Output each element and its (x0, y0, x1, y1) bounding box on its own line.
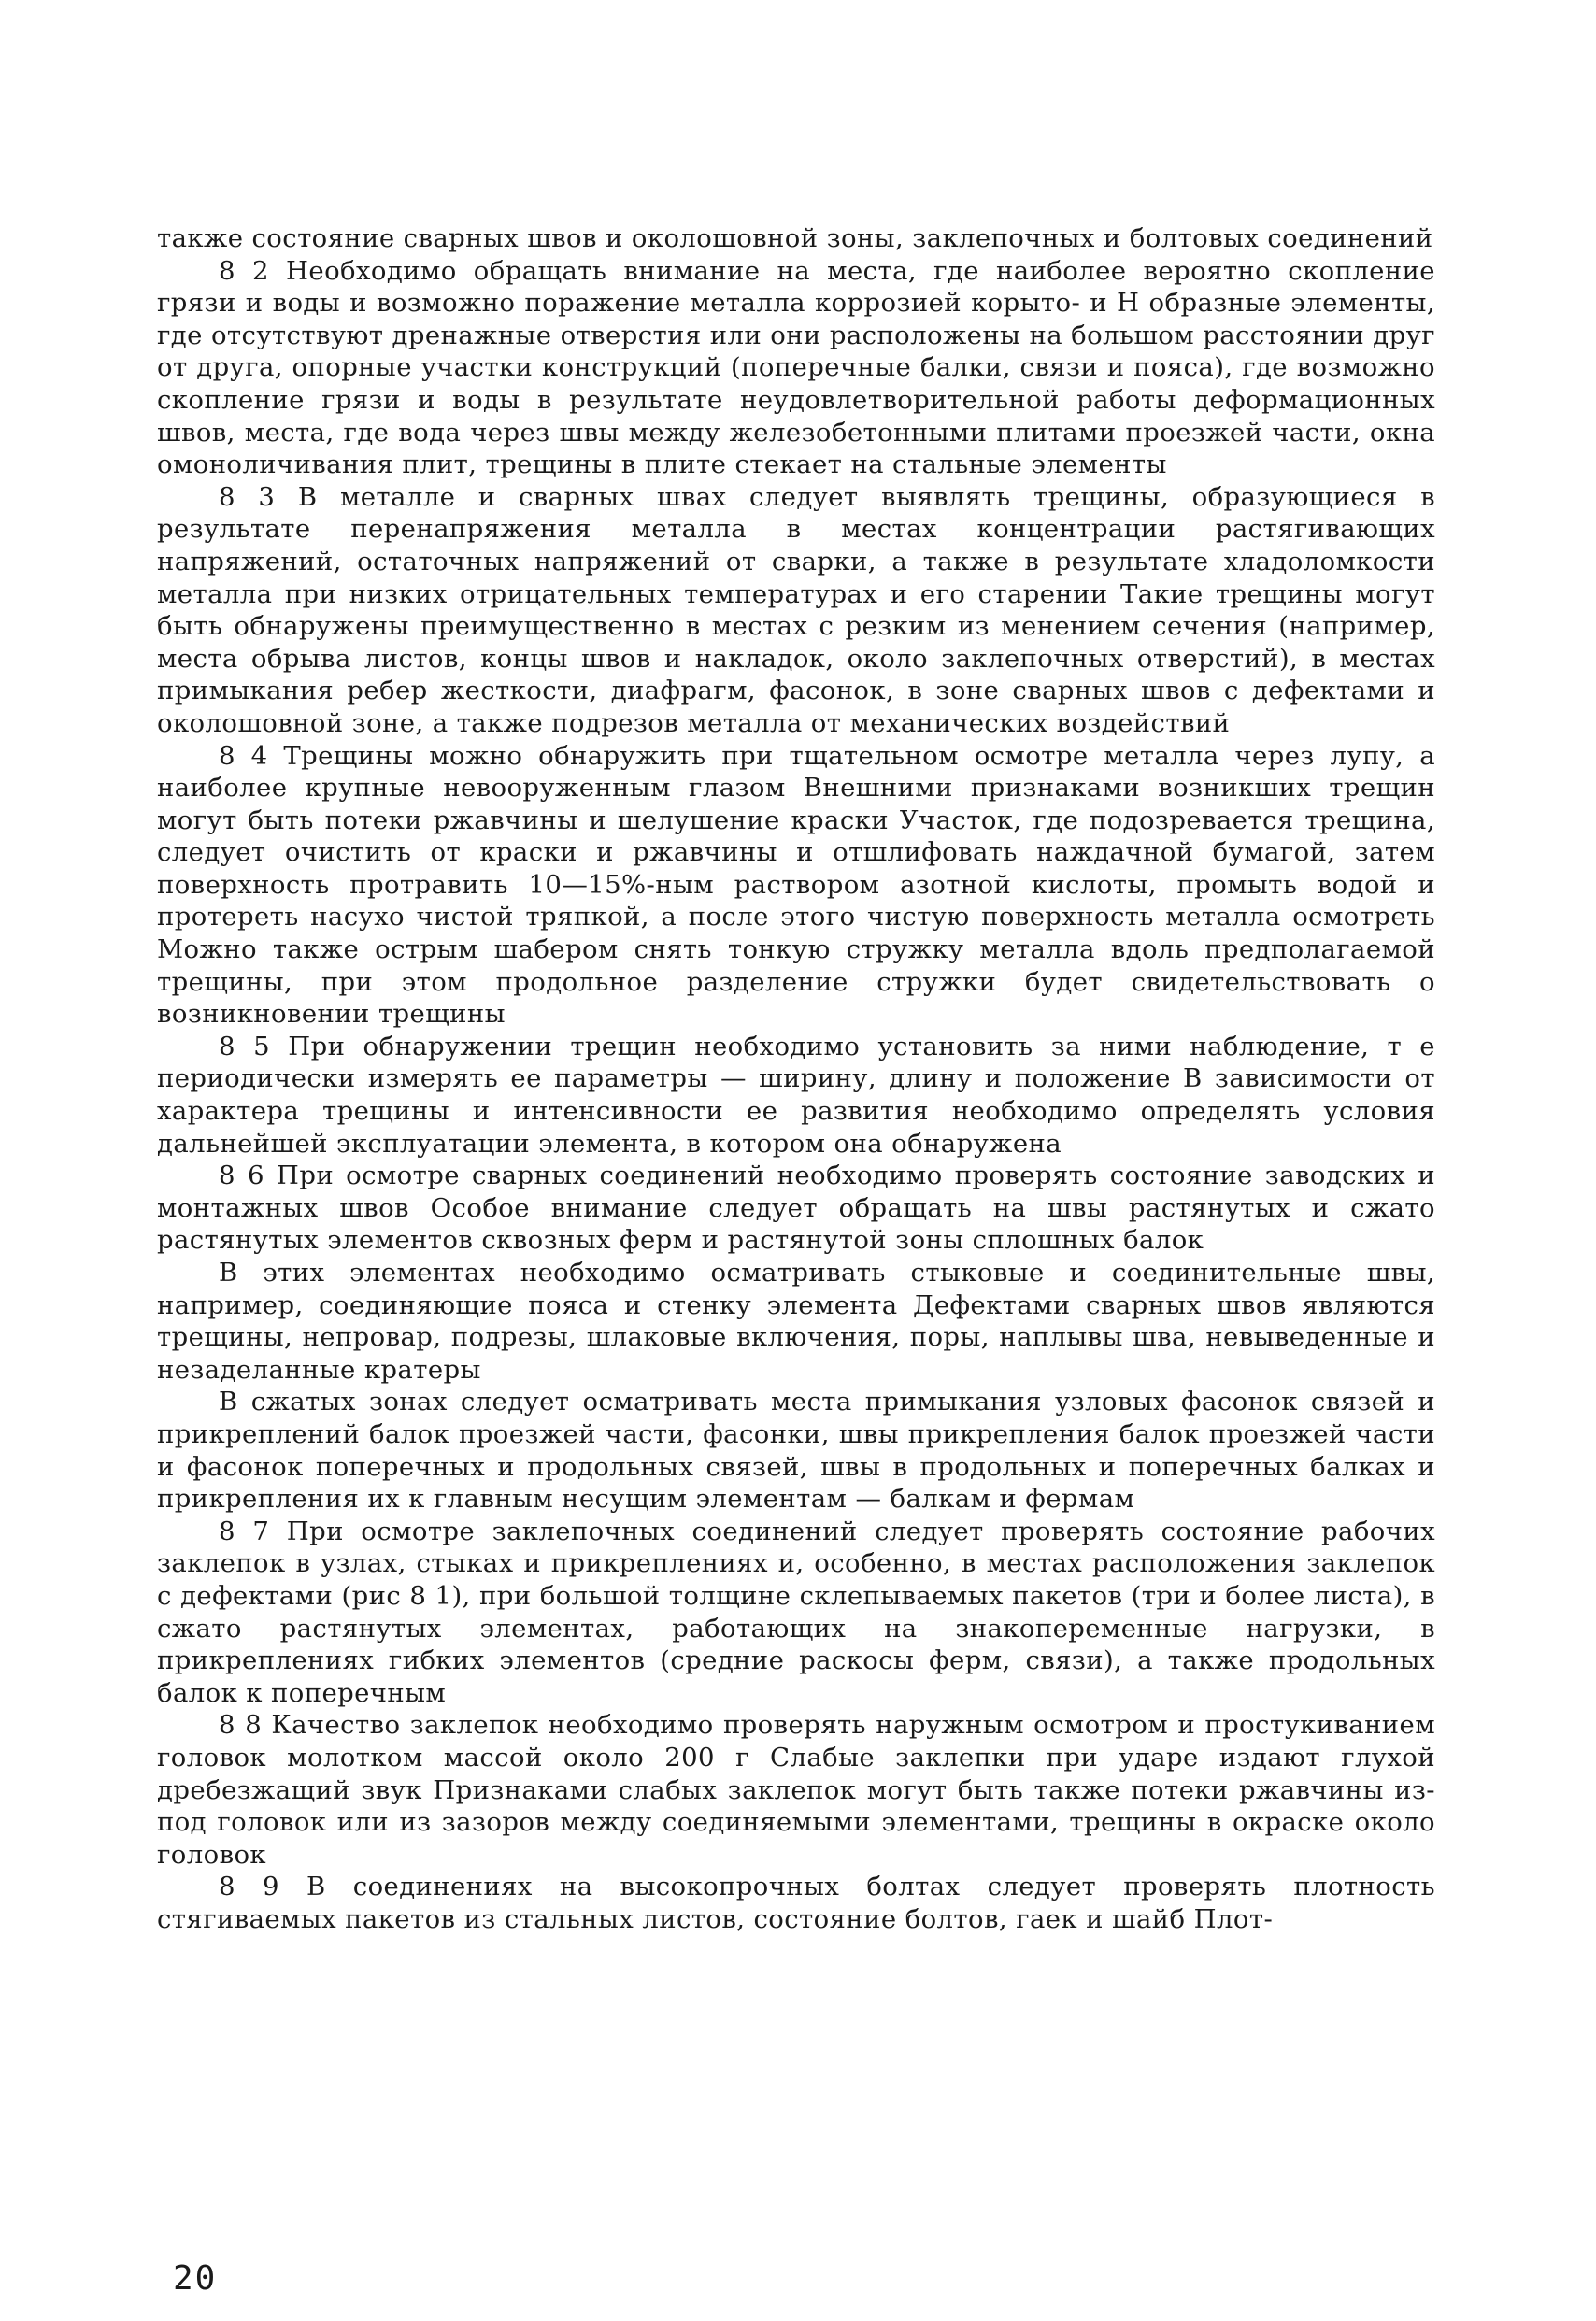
paragraph-continuation: также состояние сварных швов и околошовной зоны, заклепочных и болтовых соединений (157, 223, 1433, 253)
paragraph-8-6-compressed-zones: В сжатых зонах следует осматривать места примыкания узловых фасонок связей и прикреплений балок проезжей части, фасонки, швы прикрепления балок проезжей части и фасонок поперечных и продольных связей, швы в продольных и поперечных балках и прикрепления их к главным несущим элементам — балкам и фермам (157, 1387, 1435, 1515)
paragraph-8-9: 8 9 В соединениях на высокопрочных болтах следует проверять плотность стягиваемых пакетов из стальных листов, состояние болтов, гаек и шайб Плот- (157, 1872, 1435, 1934)
paragraph-8-3: 8 3 В металле и сварных швах следует выявлять трещины, образующиеся в результате перенапряжения металла в местах концентрации растягивающих напряжений, остаточных напряжений от сварки, а также в результате хладоломкости металла при низких отрицательных температурах и его старении Такие трещины могут быть обнаружены преимущественно в местах с резким из менением сечения (например, места обрыва листов, концы швов и накладок, около заклепочных отверстий), в местах примыкания ребер жесткости, диафрагм, фасонок, в зоне сварных швов с дефектами и околошовной зоне, а также подрезов металла от механических воздействий (157, 481, 1435, 738)
page-number: 20 (173, 2259, 218, 2298)
page-body (157, 222, 1435, 1935)
paragraph-8-2: 8 2 Необходимо обращать внимание на места, где наиболее вероятно скопление грязи и воды и возможно поражение металла коррозией корыто- и Н образные элементы, где отсутствуют дренажные отверстия или они расположены на большом расстоянии друг от друга, опорные участки конструкций (поперечные балки, связи и пояса), где возможно скопление грязи и воды в результате неудовлетворительной работы деформационных швов, места, где вода через швы между железобетонными плитами проезжей части, окна омоноличивания плит, трещины в плите стекает на стальные элементы (157, 255, 1435, 480)
paragraph-8-6: 8 6 При осмотре сварных соединений необходимо проверять состояние заводских и монтажных швов Особое внимание следует обращать на швы растянутых и сжато растянутых элементов сквозных ферм и растянутой зоны сплошных балок (157, 1160, 1435, 1256)
paragraph-8-8: 8 8 Качество заклепок необходимо проверять наружным осмотром и простукиванием головок молотком массой около 200 г Слабые заклепки при ударе издают глухой дребезжащий звук Признаками слабых заклепок могут быть также потеки ржавчины из-под головок или из зазоров между соединяемыми элементами, трещины в окраске около головок (157, 1710, 1435, 1870)
paragraph-8-4: 8 4 Трещины можно обнаружить при тщательном осмотре металла через лупу, а наиболее крупные невооруженным глазом Внешними признаками возникших трещин могут быть потеки ржавчины и шелушение краски Участок, где подозревается трещина, следует очистить от краски и ржавчины и отшлифовать наждачной бумагой, затем поверхность протравить 10—15%-ным раствором азотной кислоты, промыть водой и протереть насухо чистой тряпкой, а после этого чистую поверхность металла осмотреть Можно также острым шабером снять тонкую стружку металла вдоль предполагаемой трещины, при этом продольное разделение стружки будет свидетельствовать о возникновении трещины (157, 740, 1435, 1030)
paragraph-8-6-welds: В этих элементах необходимо осматривать стыковые и соединительные швы, например, соединяющие пояса и стенку элемента Дефектами сварных швов являются трещины, непровар, подрезы, шлаковые включения, поры, наплывы шва, невыведенные и незаделанные кратеры (157, 1258, 1435, 1385)
paragraph-8-7: 8 7 При осмотре заклепочных соединений следует проверять состояние рабочих заклепок в узлах, стыках и прикреплениях и, особенно, в местах расположения заклепок с дефектами (рис 8 1), при большой толщине склепываемых пакетов (три и более листа), в сжато растянутых элементах, работающих на знакопеременные нагрузки, в прикреплениях гибких элементов (средние раскосы ферм, связи), а также продольных балок к поперечным (157, 1516, 1435, 1708)
paragraph-8-5: 8 5 При обнаружении трещин необходимо установить за ними наблюдение, т е периодически измерять ее параметры — ширину, длину и положение В зависимости от характера трещины и интенсивности ее развития необходимо определять условия дальнейшей эксплуатации элемента, в котором она обнаружена (157, 1031, 1435, 1159)
